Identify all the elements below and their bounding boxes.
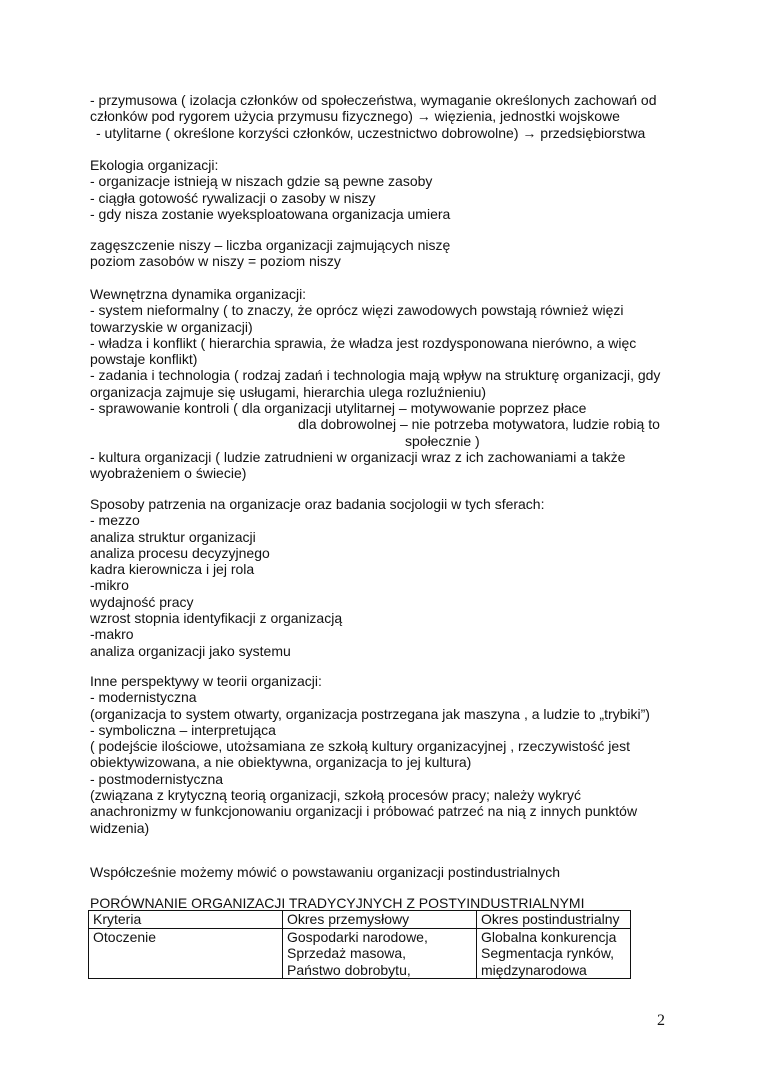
internal-dynamics-section	[90, 286, 680, 482]
text-line: towarzyskie w organizacji)	[90, 318, 253, 335]
table-header-cell: Kryteria	[89, 911, 283, 929]
text-line: - utylitarne ( określone korzyści członków, uczestnictwo dobrowolne) → przedsiębiorstwa	[96, 124, 646, 141]
text-line: wyobrażeniem o świecie)	[90, 465, 247, 482]
list-item: - modernistyczna	[90, 689, 197, 706]
list-item: - system nieformalny ( to znaczy, że oprócz więzi zawodowych powstają również więzi	[90, 302, 624, 319]
text-line: zagęszczenie niszy – liczba organizacji zajmujących niszę	[90, 237, 451, 253]
list-item: -mikro	[90, 577, 129, 594]
list-item: - władza i konflikt ( hierarchia sprawia, że władza jest rozdysponowana nierówno, a więc	[90, 334, 637, 351]
section-heading: Sposoby patrzenia na organizacje oraz badania socjologii w tych sferach:	[90, 496, 545, 512]
section-heading: Ekologia organizacji:	[90, 157, 219, 173]
list-item: - ciągła gotowość rywalizacji o zasoby w niszy	[90, 189, 376, 206]
list-item: - postmodernistyczna	[90, 770, 224, 787]
cell-line: Gospodarki narodowe,	[287, 928, 428, 945]
section-heading: Wewnętrzna dynamika organizacji:	[90, 286, 307, 302]
list-item: - symboliczna – interpretująca	[90, 721, 276, 738]
text-line: kadra kierownicza i jej rola	[90, 561, 255, 578]
section-heading: Inne perspektywy w teorii organizacji:	[90, 673, 322, 689]
text-line: organizacja zajmuje się usługami, hierarchia ulega rozluźnieniu)	[90, 383, 487, 400]
table-cell	[477, 928, 631, 979]
text-line: analiza struktur organizacji	[90, 528, 256, 545]
text-line: powstaje konflikt)	[90, 351, 198, 368]
text-line: Współcześnie możemy mówić o powstawaniu organizacji postindustrialnych	[90, 864, 560, 880]
table-cell	[283, 928, 477, 979]
text-line: społecznie )	[405, 432, 480, 449]
text-line: dla dobrowolnej – nie potrzeba motywatora, ludzie robią to	[298, 416, 660, 433]
cell-line: Segmentacja rynków,	[481, 945, 615, 961]
text-line: ( podejście ilościowe, utożsamiana ze szkołą kultury organizacyjnej , rzeczywistość jest	[90, 738, 630, 755]
list-item: - zadania i technologia ( rodzaj zadań i technologia mają wpływ na strukturę organizacji, gdy	[90, 367, 661, 384]
page-number: 2	[657, 1012, 665, 1029]
list-item: -makro	[90, 626, 134, 643]
niche-definitions	[90, 237, 680, 270]
table-title: PORÓWNANIE ORGANIZACJI TRADYCYJNYCH Z POSTYINDUSTRIALNYMI	[90, 895, 585, 911]
organization-types-paragraph	[90, 92, 680, 141]
text-line: analiza organizacji jako systemu	[90, 642, 291, 659]
theory-perspectives-section	[90, 673, 680, 836]
postindustrial-statement	[90, 864, 680, 880]
list-item: - kultura organizacji ( ludzie zatrudnieni w organizacji wraz z ich zachowaniami a także	[90, 448, 626, 465]
list-item: - mezzo	[90, 512, 140, 529]
text-line: wydajność pracy	[90, 593, 194, 610]
text-line: anachronizmy w funkcjonowaniu organizacji i próbować patrzeć na nią z innych punktów	[90, 803, 638, 820]
text-line: obiektywizowana, a nie obiektywna, organizacja to jej kultura)	[90, 754, 472, 771]
table-row	[89, 928, 631, 979]
text-line: wzrost stopnia identyfikacji z organizacją	[90, 610, 343, 627]
table-header-cell: Okres przemysłowy	[283, 911, 477, 929]
cell-line: Globalna konkurencja	[481, 928, 617, 945]
text-line: (związana z krytyczną teorią organizacji, szkołą procesów pracy; należy wykryć	[90, 787, 581, 804]
cell-line: Otoczenie	[93, 928, 157, 945]
list-item: - sprawowanie kontroli ( dla organizacji utylitarnej – motywowanie poprzez płace	[90, 400, 587, 417]
text-line: (organizacja to system otwarty, organizacja postrzegana jak maszyna , a ludzie to „trybiki”)	[90, 705, 650, 722]
cell-line: międzynarodowa	[481, 961, 587, 978]
ecology-section	[90, 157, 680, 222]
list-item: - organizacje istnieją w niszach gdzie są pewne zasoby	[90, 173, 433, 190]
table-cell	[89, 928, 283, 979]
cell-line: Państwo dobrobytu,	[287, 961, 411, 978]
perspectives-levels-section	[90, 496, 680, 659]
table-header-row	[89, 911, 631, 929]
cell-line: Sprzedaż masowa,	[287, 945, 407, 961]
text-line: poziom zasobów w niszy = poziom niszy	[90, 253, 341, 270]
list-item: - gdy nisza zostanie wyeksploatowana organizacja umiera	[90, 205, 451, 222]
table-header-cell: Okres postindustrialny	[477, 911, 631, 929]
comparison-table	[88, 910, 631, 979]
text-line: - przymusowa ( izolacja członków od społeczeństwa, wymaganie określonych zachowań od	[90, 92, 657, 108]
text-line: widzenia)	[90, 819, 150, 836]
text-line: członków pod rygorem użycia przymusu fizycznego) → więzienia, jednostki wojskowe	[90, 108, 620, 125]
text-line: analiza procesu decyzyjnego	[90, 544, 270, 561]
